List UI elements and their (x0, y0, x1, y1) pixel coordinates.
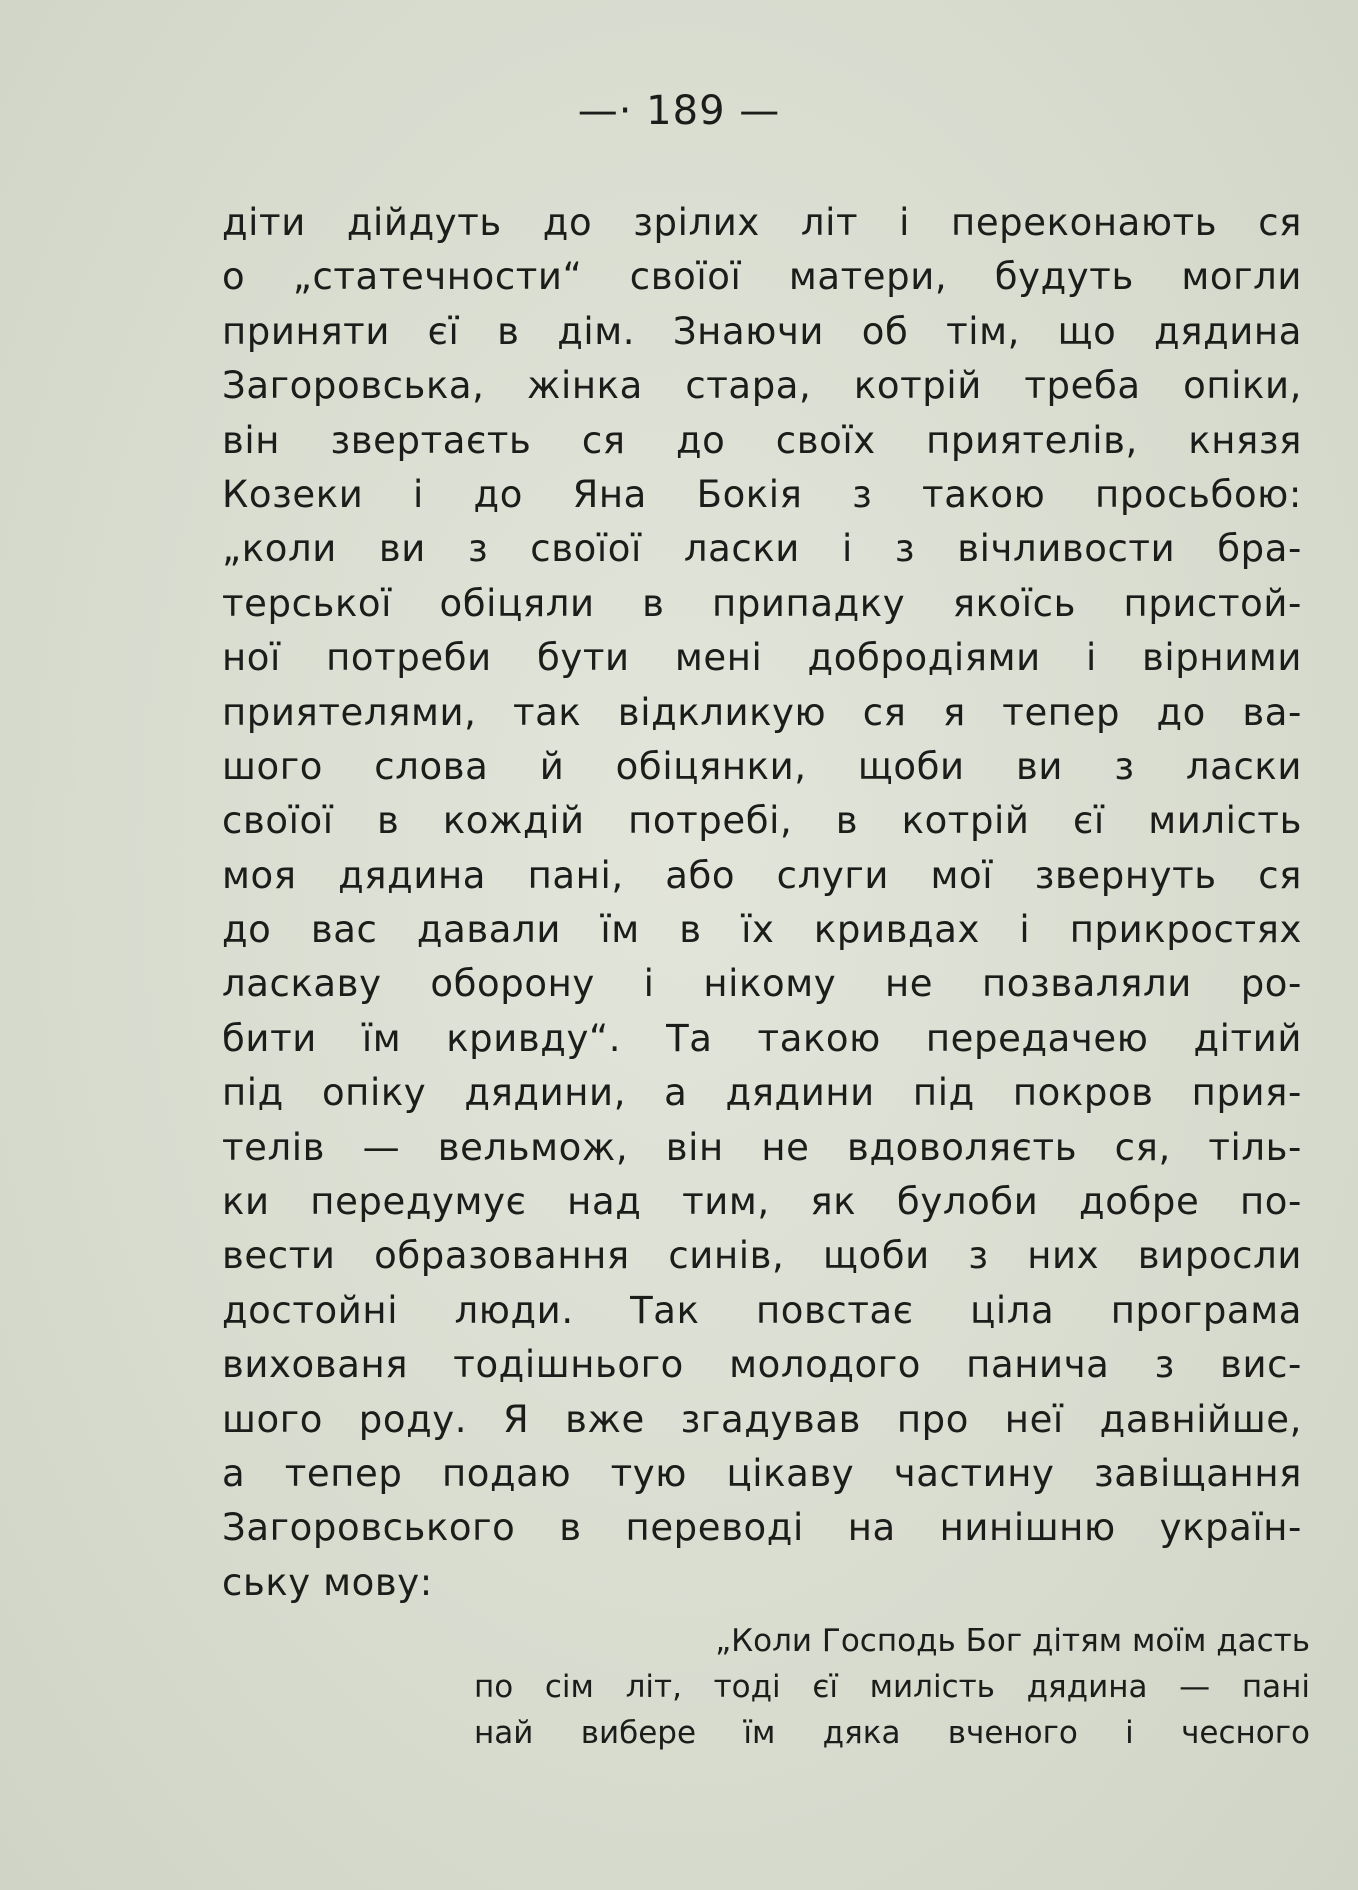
quotation-block (474, 1618, 1310, 1756)
text-line: шого роду. Я вже згадував про неї давнійше, (222, 1397, 1302, 1441)
text-line: телів — вельмож, він не вдоволяєть ся, тіль- (222, 1125, 1302, 1169)
text-line: шого слова й обіцянки, щоби ви з ласки (222, 744, 1302, 788)
quote-line: „Коли Господь Бог дітям моїм дасть (715, 1623, 1310, 1659)
text-line: Загоровського в переводі на нинішню україн- (222, 1506, 1302, 1550)
text-line: вихованя тодішнього молодого панича з вис- (222, 1343, 1302, 1387)
text-line: своїої в кождій потребі, в котрій єї милість (222, 799, 1302, 843)
text-line: терської обіцяли в припадку якоїсь пристой- (222, 581, 1302, 625)
quote-line: по сім літ, тоді єї милість дядина — пані (474, 1669, 1310, 1705)
page-number: —· 189 — (577, 88, 781, 134)
text-line: під опіку дядини, а дядини під покров прия- (222, 1071, 1302, 1115)
text-line: приятелями, так відкликую ся я тепер до ва- (222, 690, 1302, 734)
text-line: моя дядина пані, або слуги мої звернуть ся (222, 853, 1302, 897)
quote-line: най вибере їм дяка вченого і чесного (474, 1715, 1310, 1751)
text-line: бити їм кривду“. Та такою передачею дітий (222, 1016, 1302, 1060)
text-line: він звертаєть ся до своїх приятелів, князя (222, 418, 1302, 462)
text-line: а тепер подаю тую цікаву частину завіщання (222, 1451, 1302, 1495)
text-line: діти дійдуть до зрілих літ і переконають ся (222, 201, 1302, 244)
text-line: достойні люди. Так повстає ціла програма (222, 1288, 1302, 1332)
text-line: до вас давали їм в їх кривдах і прикростях (222, 908, 1302, 952)
text-line: Загоровська, жінка стара, котрій треба опіки, (222, 364, 1302, 408)
text-line: ної потреби бути мені добродіями і вірними (222, 636, 1302, 680)
body-text (222, 196, 1302, 1610)
text-line: ласкаву оборону і нікому не позваляли ро- (222, 962, 1302, 1006)
text-line: Козеки і до Яна Бокія з такою просьбою: (222, 472, 1302, 516)
text-line: вести образовання синів, щоби з них виросли (222, 1234, 1302, 1278)
text-line: о „статечности“ своїої матери, будуть могли (222, 255, 1302, 299)
text-line: ки передумує над тим, як булоби добре по- (222, 1180, 1302, 1224)
text-line: „коли ви з своїої ласки і з вічливости бра- (222, 527, 1302, 571)
text-line: приняти єї в дім. Знаючи об тім, що дядина (222, 309, 1302, 353)
text-line: ську мову: (222, 1560, 433, 1604)
